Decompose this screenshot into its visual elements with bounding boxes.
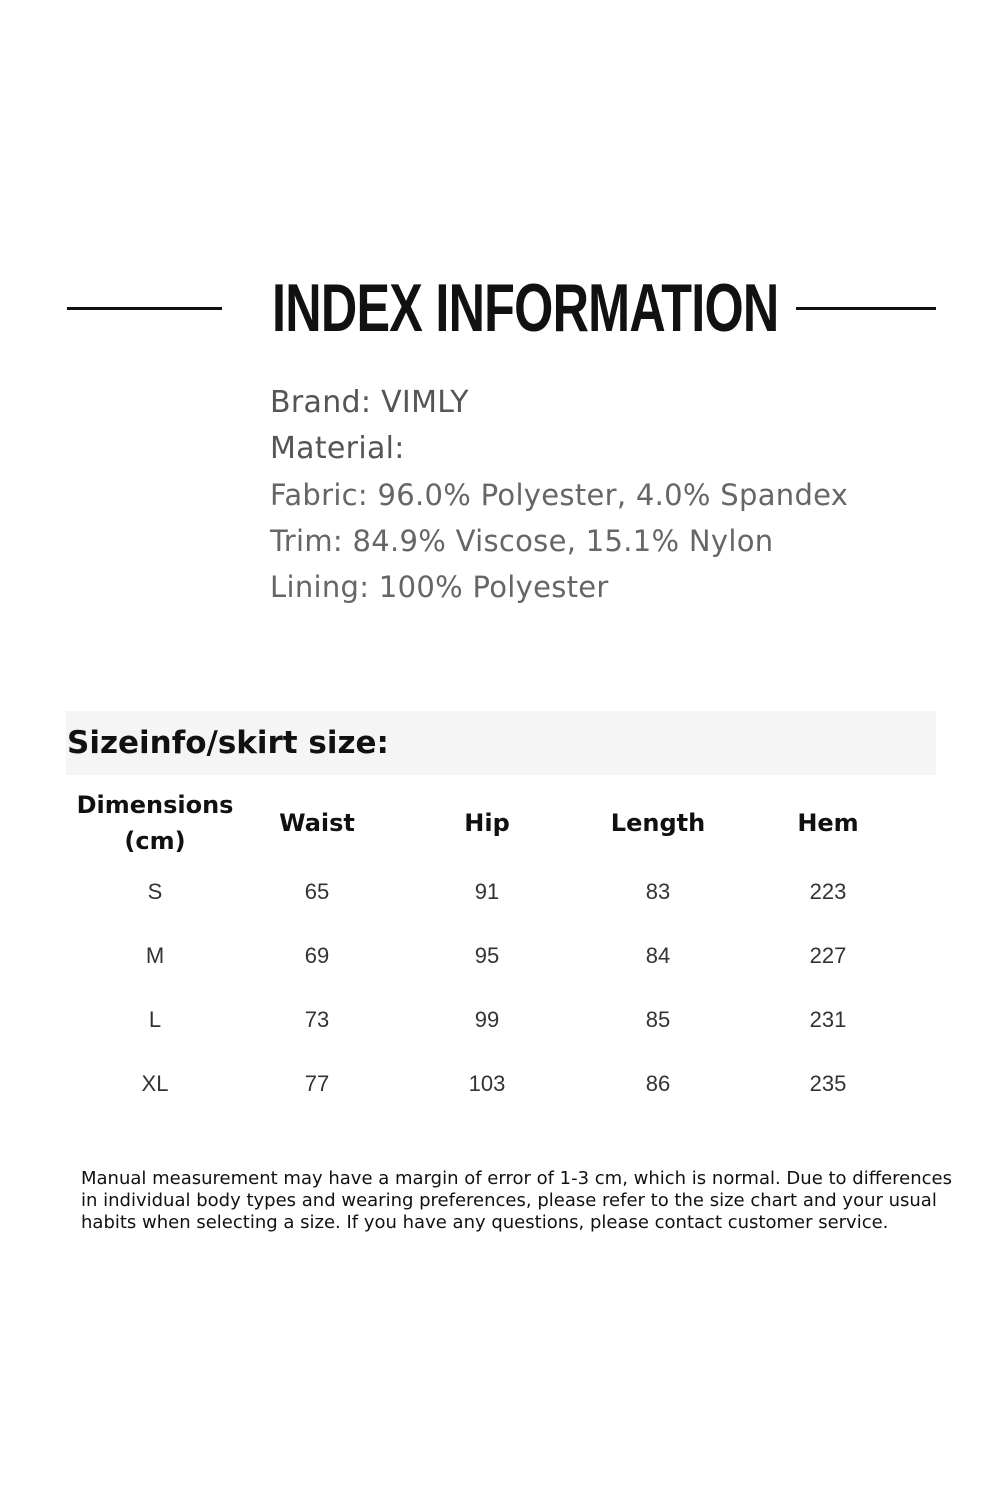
lining-line: Lining: 100% Polyester: [270, 570, 609, 604]
hip-cell: 95: [474, 943, 500, 968]
header-dimensions-unit: (cm): [124, 826, 186, 855]
table-row: [70, 988, 930, 1052]
table-row: [70, 924, 930, 988]
length-cell: 84: [645, 943, 671, 968]
hem-cell: 223: [809, 879, 847, 904]
table-row: [70, 860, 930, 924]
size-table: [70, 785, 930, 1116]
length-cell: 83: [645, 879, 671, 904]
note-line: in individual body types and wearing preferences, please refer to the size chart and your usual: [81, 1190, 937, 1211]
waist-cell: 69: [304, 943, 330, 968]
title-rule-left: [67, 307, 222, 310]
waist-cell: 77: [304, 1071, 330, 1096]
material-label: Material:: [270, 431, 405, 466]
header-waist: Waist: [279, 808, 355, 837]
measurement-note: [81, 1168, 981, 1234]
size-cell: M: [145, 943, 165, 968]
product-info: [270, 380, 970, 610]
length-cell: 86: [645, 1071, 671, 1096]
fabric-line: Fabric: 96.0% Polyester, 4.0% Spandex: [270, 478, 849, 512]
hem-cell: 227: [809, 943, 847, 968]
hem-cell: 231: [809, 1007, 847, 1032]
page-title: INDEX INFORMATION: [272, 270, 779, 346]
length-cell: 85: [645, 1007, 671, 1032]
title-rule-right: [796, 307, 936, 310]
size-cell: XL: [141, 1071, 169, 1096]
header-dimensions-label: Dimensions: [76, 790, 234, 819]
trim-line: Trim: 84.9% Viscose, 15.1% Nylon: [270, 524, 774, 558]
hip-cell: 91: [474, 879, 500, 904]
brand-line: Brand: VIMLY: [270, 385, 469, 420]
hip-cell: 99: [474, 1007, 500, 1032]
header-length: Length: [610, 808, 706, 837]
header-dimensions: [76, 785, 234, 860]
table-header-row: [70, 785, 930, 860]
header-hip: Hip: [464, 808, 510, 837]
note-line: habits when selecting a size. If you have any questions, please contact customer service.: [81, 1212, 889, 1233]
table-row: [70, 1052, 930, 1116]
size-heading: Sizeinfo/skirt size:: [67, 725, 389, 761]
size-cell: S: [147, 879, 163, 904]
waist-cell: 73: [304, 1007, 330, 1032]
hip-cell: 103: [468, 1071, 506, 1096]
header-hem: Hem: [797, 808, 859, 837]
note-line: Manual measurement may have a margin of error of 1-3 cm, which is normal. Due to differences: [81, 1168, 953, 1189]
size-cell: L: [148, 1007, 162, 1032]
hem-cell: 235: [809, 1071, 847, 1096]
waist-cell: 65: [304, 879, 330, 904]
